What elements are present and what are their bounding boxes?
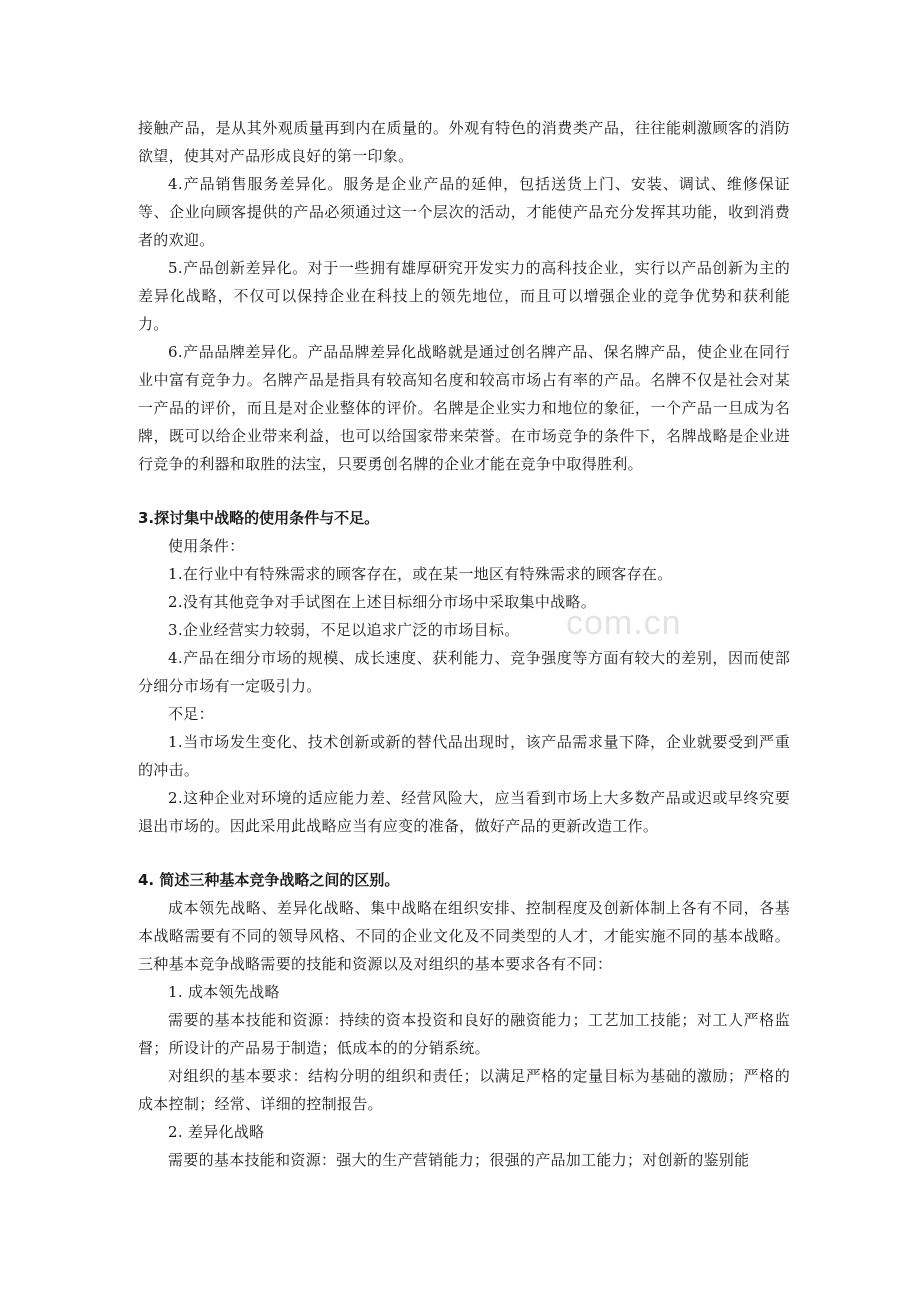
document-body [138,114,790,1174]
paragraph: 对组织的基本要求：结构分明的组织和责任；以满足严格的定量目标为基础的激励；严格的成本控制；经常、详细的控制报告。 [138,1067,790,1113]
paragraph: 1. 成本领先战略 [168,983,280,1001]
section-spacer [138,840,790,866]
paragraph: 接触产品，是从其外观质量再到内在质量的。外观有特色的消费类产品，往往能刺激顾客的消防欲望，使其对产品形成良好的第一印象。 [138,119,790,165]
paragraph: 4.产品在细分市场的规模、成长速度、获利能力、竞争强度等方面有较大的差别，因而使部分细分市场有一定吸引力。 [138,649,790,695]
paragraph: 使用条件： [168,537,245,555]
paragraph: 2.这种企业对环境的适应能力差、经营风险大，应当看到市场上大多数产品或迟或早终究要退出市场的。因此采用此战略应当有应变的准备，做好产品的更新改造工作。 [138,789,790,835]
paragraph: 3.企业经营实力较弱，不足以追求广泛的市场目标。 [168,621,520,639]
paragraph: 1.当市场发生变化、技术创新或新的替代品出现时，该产品需求量下降，企业就要受到严重的冲击。 [138,733,790,779]
section-heading: 3.探讨集中战略的使用条件与不足。 [138,509,380,527]
paragraph: 4.产品销售服务差异化。服务是企业产品的延伸，包括送货上门、安装、调试、维修保证等、企业向顾客提供的产品必须通过这一个层次的活动，才能使产品充分发挥其功能，收到消费者的欢迎。 [138,175,790,249]
paragraph: 6.产品品牌差异化。产品品牌差异化战略就是通过创名牌产品、保名牌产品，使企业在同行业中富有竞争力。名牌产品是指具有较高知名度和较高市场占有率的产品。名牌不仅是社会对某一产品的评价，而且是对企业整体的评价。名牌是企业实力和地位的象征，一个产品一旦成为名牌，既可以给企业带来利益，也可以给国家带来荣誉。在市场竞争的条件下，名牌战略是企业进行竞争的利器和取胜的法宝，只要勇创名牌的企业才能在竞争中取得胜利。 [138,343,790,473]
watermark: com.cn [566,604,682,642]
section-spacer [138,478,790,504]
paragraph: 2.没有其他竞争对手试图在上述目标细分市场中采取集中战略。 [168,593,597,611]
paragraph: 需要的基本技能和资源：持续的资本投资和良好的融资能力；工艺加工技能；对工人严格监督；所设计的产品易于制造；低成本的的分销系统。 [138,1011,790,1057]
paragraph: 5.产品创新差异化。对于一些拥有雄厚研究开发实力的高科技企业，实行以产品创新为主的差异化战略，不仅可以保持企业在科技上的领先地位，而且可以增强企业的竞争优势和获利能力。 [138,259,790,333]
paragraph: 需要的基本技能和资源：强大的生产营销能力；很强的产品加工能力；对创新的鉴别能 [168,1151,750,1169]
paragraph: 1.在行业中有特殊需求的顾客存在，或在某一地区有特殊需求的顾客存在。 [168,565,673,583]
paragraph: 2. 差异化战略 [168,1123,265,1141]
paragraph: 成本领先战略、差异化战略、集中战略在组织安排、控制程度及创新体制上各有不同，各基本战略需要有不同的领导风格、不同的企业文化及不同类型的人才，才能实施不同的基本战略。三种基本竞争战略需要的技能和资源以及对组织的基本要求各有不同： [138,899,790,973]
section-heading: 4. 简述三种基本竞争战略之间的区别。 [138,871,400,889]
paragraph: 不足： [168,705,214,723]
